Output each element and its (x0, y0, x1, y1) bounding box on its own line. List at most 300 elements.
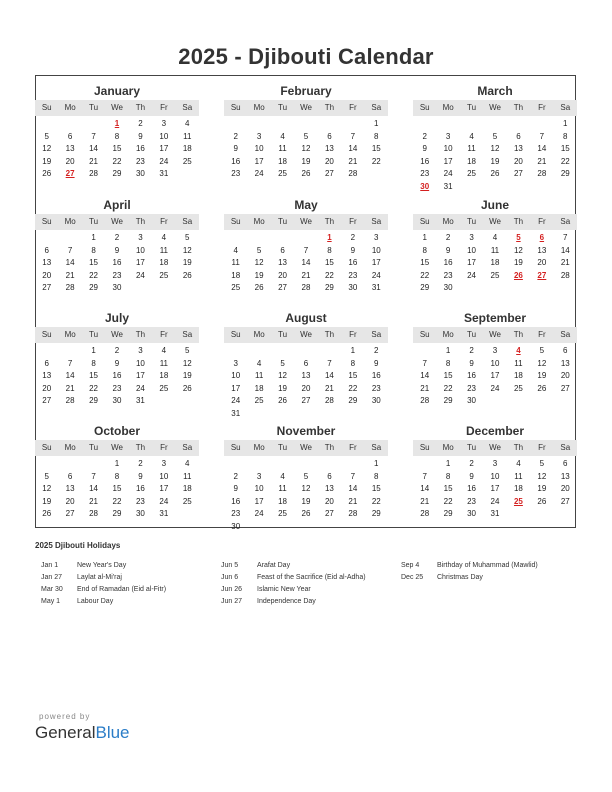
holiday-date: Mar 30 (41, 586, 63, 593)
empty-cell (58, 345, 81, 358)
day-cell: 29 (89, 283, 99, 292)
day-cell: 20 (560, 371, 570, 380)
holiday-name: Feast of the Sacrifice (Eid al-Adha) (257, 574, 366, 581)
day-cell: 6 (44, 358, 49, 368)
day-cell: 31 (231, 408, 241, 418)
weekday-header-row (413, 327, 577, 343)
day-cell: 13 (513, 144, 523, 153)
empty-cell (294, 458, 317, 471)
day-cell: 17 (490, 484, 500, 493)
day-cell: 13 (65, 484, 75, 493)
day-cell: 14 (301, 258, 311, 267)
day-cell: 30 (135, 509, 145, 518)
day-cell: 14 (537, 144, 547, 153)
day-cell: 25 (467, 169, 477, 178)
day-cell: 12 (42, 484, 52, 493)
weekday-label: Sa (371, 330, 382, 339)
day-cell: 9 (233, 144, 238, 153)
weekday-label: Su (41, 443, 52, 452)
day-cell: 8 (91, 245, 96, 255)
day-cell: 17 (231, 383, 241, 393)
month-november (224, 423, 388, 533)
empty-cell (224, 458, 247, 471)
weekday-label: Mo (64, 217, 76, 226)
page-title: 2025 - Djibouti Calendar (178, 44, 434, 69)
holiday-day-cell: 1 (327, 233, 332, 242)
day-cell: 24 (371, 270, 381, 280)
day-cell: 16 (348, 258, 358, 267)
weekday-label: Th (513, 103, 524, 112)
weekday-label: Tu (278, 217, 288, 226)
day-cell: 7 (67, 358, 73, 368)
day-cell: 10 (159, 471, 169, 481)
weekday-label: Fr (349, 330, 357, 339)
day-cell: 7 (91, 471, 96, 481)
day-cell: 28 (89, 509, 99, 518)
day-cell: 10 (490, 358, 500, 368)
day-cell: 18 (467, 156, 477, 166)
month-name: March (477, 84, 513, 98)
day-cell: 1 (114, 459, 120, 468)
day-cell: 4 (161, 346, 167, 355)
days-grid (35, 232, 199, 295)
day-cell: 12 (537, 471, 547, 481)
holiday-date: Jun 5 (221, 562, 239, 569)
holiday-row (401, 572, 538, 584)
day-cell: 4 (256, 358, 262, 368)
weekday-label: We (300, 330, 312, 339)
day-cell: 24 (135, 383, 145, 393)
day-cell: 28 (537, 169, 547, 178)
weekday-label: Mo (442, 217, 454, 226)
day-cell: 9 (445, 245, 451, 255)
weekday-label: Th (135, 103, 146, 112)
day-cell: 2 (138, 119, 143, 128)
day-cell: 17 (159, 484, 169, 493)
day-cell: 12 (182, 358, 192, 368)
day-cell: 7 (350, 471, 356, 481)
holiday-name: End of Ramadan (Eid al-Fitr) (77, 586, 167, 593)
day-cell: 15 (89, 371, 99, 380)
days-grid (224, 118, 388, 181)
holiday-column (401, 560, 538, 584)
day-cell: 1 (350, 346, 356, 355)
weekday-label: Mo (442, 103, 454, 112)
day-cell: 3 (161, 119, 167, 128)
day-cell: 13 (324, 484, 334, 493)
day-cell: 12 (182, 245, 192, 255)
day-cell: 7 (91, 131, 96, 141)
day-cell: 6 (44, 245, 49, 255)
holiday-date: Jun 26 (221, 586, 243, 593)
day-cell: 3 (256, 131, 262, 141)
weekday-header-row (224, 327, 388, 343)
day-cell: 8 (91, 358, 96, 368)
weekday-label: Sa (182, 103, 193, 112)
day-cell: 5 (539, 459, 545, 468)
holiday-day-cell: 30 (420, 181, 430, 191)
day-cell: 3 (492, 459, 498, 468)
day-cell: 7 (539, 131, 545, 141)
holiday-date: Jan 27 (41, 574, 63, 581)
day-cell: 18 (159, 371, 169, 380)
day-cell: 22 (443, 496, 453, 506)
empty-cell (294, 345, 317, 358)
weekday-label: Tu (467, 103, 477, 112)
day-cell: 14 (89, 144, 99, 153)
day-cell: 24 (231, 396, 241, 405)
weekday-label: Th (324, 443, 335, 452)
empty-cell (247, 118, 270, 131)
day-cell: 19 (182, 258, 192, 267)
day-cell: 19 (182, 371, 192, 380)
day-cell: 24 (135, 270, 145, 280)
weekday-label: Tu (467, 330, 477, 339)
day-cell: 3 (138, 233, 143, 242)
weekday-label: Tu (278, 443, 288, 452)
weekday-header-row (224, 214, 388, 230)
day-cell: 9 (469, 358, 474, 368)
days-grid (413, 232, 577, 295)
weekday-label: Su (230, 330, 241, 339)
day-cell: 11 (278, 484, 287, 493)
weekday-label: Mo (64, 103, 76, 112)
day-cell: 27 (301, 396, 311, 405)
day-cell: 26 (254, 283, 264, 292)
day-cell: 21 (537, 156, 547, 166)
holidays-title: 2025 Djibouti Holidays (35, 541, 121, 550)
day-cell: 2 (114, 346, 120, 355)
day-cell: 29 (324, 283, 334, 292)
weekday-label: Su (230, 103, 241, 112)
holiday-name: New Year's Day (77, 562, 127, 569)
empty-cell (224, 345, 247, 358)
weekday-header-row (35, 214, 199, 230)
day-cell: 2 (138, 459, 143, 468)
day-cell: 21 (65, 270, 75, 280)
day-cell: 4 (185, 119, 190, 128)
month-name: May (294, 198, 318, 212)
weekday-label: Fr (349, 443, 357, 452)
day-cell: 25 (231, 283, 241, 292)
empty-cell (507, 118, 530, 131)
empty-cell (318, 345, 341, 358)
day-cell: 14 (420, 484, 430, 493)
day-cell: 24 (159, 496, 169, 506)
day-cell: 14 (65, 258, 75, 267)
weekday-label: Fr (349, 103, 357, 112)
day-cell: 23 (443, 270, 453, 280)
day-cell: 7 (422, 471, 427, 481)
day-cell: 1 (374, 119, 379, 128)
weekday-label: Th (135, 443, 146, 452)
day-cell: 29 (371, 509, 381, 518)
day-cell: 2 (233, 131, 238, 141)
day-cell: 30 (443, 283, 453, 292)
day-cell: 11 (183, 471, 192, 481)
holiday-day-cell: 27 (65, 169, 75, 178)
day-cell: 11 (490, 245, 500, 255)
day-cell: 26 (42, 169, 52, 178)
weekday-label: Th (513, 217, 524, 226)
day-cell: 18 (254, 383, 264, 393)
day-cell: 29 (348, 396, 358, 405)
day-cell: 24 (254, 509, 264, 518)
weekday-label: Th (513, 443, 524, 452)
day-cell: 7 (563, 233, 568, 242)
day-cell: 9 (374, 358, 379, 368)
day-cell: 12 (42, 144, 52, 153)
day-cell: 5 (256, 245, 262, 255)
day-cell: 16 (371, 371, 381, 380)
day-cell: 28 (420, 396, 430, 405)
day-cell: 11 (183, 131, 192, 141)
month-name: January (93, 84, 141, 98)
day-cell: 14 (89, 484, 99, 493)
weekday-label: We (489, 330, 501, 339)
holiday-name: Laylat al-Mi'raj (77, 574, 122, 581)
day-cell: 20 (537, 258, 547, 267)
day-cell: 3 (138, 346, 143, 355)
day-cell: 18 (182, 144, 192, 153)
weekday-label: Tu (278, 330, 288, 339)
month-august (224, 310, 388, 420)
day-cell: 5 (185, 346, 190, 355)
day-cell: 4 (280, 131, 285, 141)
day-cell: 5 (44, 471, 49, 481)
day-cell: 22 (112, 156, 122, 166)
weekday-label: Tu (89, 443, 99, 452)
day-cell: 26 (537, 496, 547, 506)
day-cell: 20 (42, 383, 52, 393)
day-cell: 15 (112, 144, 122, 153)
holiday-row (221, 596, 366, 608)
weekday-header-row (224, 440, 388, 456)
weekday-label: Su (41, 217, 52, 226)
holiday-date: May 1 (41, 598, 61, 605)
day-cell: 1 (91, 346, 96, 355)
weekday-label: Sa (560, 443, 571, 452)
day-cell: 8 (350, 358, 356, 368)
day-cell: 17 (135, 371, 145, 380)
day-cell: 23 (231, 509, 241, 518)
empty-cell (436, 118, 459, 131)
day-cell: 26 (42, 509, 52, 518)
day-cell: 7 (327, 358, 332, 368)
empty-cell (35, 345, 58, 358)
day-cell: 23 (112, 270, 122, 280)
day-cell: 8 (114, 471, 120, 481)
day-cell: 12 (513, 245, 523, 255)
day-cell: 27 (42, 283, 52, 292)
day-cell: 6 (303, 358, 309, 368)
day-cell: 19 (278, 383, 288, 393)
weekday-label: Su (41, 330, 52, 339)
days-grid (224, 345, 388, 420)
empty-cell (483, 118, 506, 131)
month-name: April (103, 198, 131, 212)
day-cell: 6 (516, 131, 521, 141)
day-cell: 21 (420, 383, 430, 393)
day-cell: 22 (371, 156, 381, 166)
day-cell: 3 (492, 346, 498, 355)
holiday-name: Arafat Day (257, 562, 291, 569)
day-cell: 23 (420, 169, 430, 178)
day-cell: 3 (374, 233, 379, 242)
day-cell: 11 (231, 258, 240, 267)
day-cell: 20 (65, 496, 75, 506)
month-name: October (93, 424, 140, 438)
day-cell: 30 (467, 396, 477, 405)
day-cell: 24 (443, 169, 453, 178)
month-june (413, 197, 577, 295)
day-cell: 15 (348, 371, 358, 380)
empty-cell (271, 118, 294, 131)
day-cell: 11 (278, 144, 287, 153)
day-cell: 10 (135, 245, 145, 255)
weekday-label: Tu (278, 103, 288, 112)
holiday-row (41, 596, 166, 608)
day-cell: 20 (301, 383, 311, 393)
day-cell: 8 (563, 131, 568, 141)
weekday-label: Sa (371, 443, 382, 452)
day-cell: 5 (303, 131, 309, 141)
day-cell: 20 (42, 270, 52, 280)
holiday-date: Dec 25 (401, 574, 424, 581)
day-cell: 20 (324, 496, 334, 506)
weekday-label: Sa (182, 217, 193, 226)
day-cell: 21 (89, 496, 99, 506)
weekday-label: Fr (538, 103, 546, 112)
day-cell: 4 (469, 131, 474, 141)
month-december (413, 423, 577, 521)
day-cell: 14 (420, 371, 430, 380)
weekday-label: Th (135, 330, 146, 339)
day-cell: 22 (348, 383, 358, 393)
day-cell: 20 (65, 156, 75, 166)
day-cell: 22 (443, 383, 453, 393)
day-cell: 3 (469, 233, 474, 242)
weekday-label: Fr (160, 443, 168, 452)
day-cell: 23 (112, 383, 122, 393)
month-name: August (285, 311, 327, 325)
holiday-day-cell: 27 (537, 270, 547, 280)
weekday-label: Tu (467, 443, 477, 452)
day-cell: 27 (560, 383, 570, 393)
weekday-header-row (413, 440, 577, 456)
day-cell: 5 (492, 131, 498, 141)
generalblue-logo[interactable] (35, 723, 130, 743)
day-cell: 15 (112, 484, 122, 493)
day-cell: 17 (254, 156, 264, 166)
day-cell: 2 (469, 346, 474, 355)
day-cell: 26 (301, 169, 311, 178)
day-cell: 27 (560, 496, 570, 506)
holiday-row (221, 584, 366, 596)
day-cell: 16 (135, 144, 145, 153)
day-cell: 11 (159, 358, 168, 368)
holiday-row (221, 572, 366, 584)
days-grid (413, 345, 577, 408)
day-cell: 30 (231, 521, 241, 531)
day-cell: 14 (324, 371, 334, 380)
day-cell: 24 (490, 383, 500, 393)
day-cell: 25 (513, 383, 523, 393)
empty-cell (35, 458, 58, 471)
day-cell: 23 (467, 383, 477, 393)
day-cell: 18 (182, 484, 192, 493)
day-cell: 23 (135, 496, 145, 506)
holiday-day-cell: 26 (513, 270, 523, 280)
day-cell: 12 (254, 258, 264, 267)
day-cell: 17 (443, 156, 453, 166)
day-cell: 27 (513, 169, 523, 178)
weekday-header-row (224, 100, 388, 116)
day-cell: 29 (112, 169, 122, 178)
day-cell: 14 (348, 144, 358, 153)
weekday-label: Tu (89, 330, 99, 339)
day-cell: 26 (301, 509, 311, 518)
day-cell: 6 (563, 459, 568, 468)
day-cell: 22 (371, 496, 381, 506)
day-cell: 9 (138, 471, 143, 481)
weekday-label: Mo (442, 330, 454, 339)
day-cell: 4 (492, 233, 498, 242)
day-cell: 31 (371, 283, 381, 292)
day-cell: 16 (112, 258, 122, 267)
empty-cell (271, 345, 294, 358)
day-cell: 30 (112, 396, 122, 405)
day-cell: 22 (89, 383, 99, 393)
day-cell: 29 (443, 509, 453, 518)
holiday-day-cell: 25 (513, 496, 523, 506)
day-cell: 8 (114, 131, 120, 141)
day-cell: 13 (42, 258, 52, 267)
day-cell: 4 (185, 459, 190, 468)
weekday-label: Mo (64, 443, 76, 452)
day-cell: 8 (374, 471, 379, 481)
day-cell: 7 (350, 131, 356, 141)
day-cell: 15 (371, 144, 381, 153)
day-cell: 29 (112, 509, 122, 518)
weekday-label: We (111, 103, 123, 112)
days-grid (35, 458, 199, 521)
holiday-column (41, 560, 166, 608)
weekday-label: Fr (349, 217, 357, 226)
month-name: December (465, 424, 525, 438)
day-cell: 2 (114, 233, 120, 242)
day-cell: 16 (420, 156, 430, 166)
day-cell: 21 (560, 258, 570, 267)
day-cell: 18 (278, 496, 288, 506)
weekday-label: Sa (560, 330, 571, 339)
day-cell: 5 (280, 358, 285, 368)
day-cell: 8 (327, 245, 332, 255)
weekday-label: We (111, 330, 123, 339)
empty-cell (530, 118, 553, 131)
day-cell: 4 (280, 471, 285, 481)
weekday-label: We (300, 217, 312, 226)
day-cell: 6 (67, 471, 73, 481)
weekday-label: Tu (89, 103, 99, 112)
weekday-label: Sa (560, 103, 571, 112)
month-may (224, 197, 388, 295)
weekday-label: Sa (182, 330, 193, 339)
holiday-row (401, 560, 538, 572)
day-cell: 31 (159, 169, 169, 178)
day-cell: 21 (324, 383, 334, 393)
day-cell: 2 (445, 233, 451, 242)
